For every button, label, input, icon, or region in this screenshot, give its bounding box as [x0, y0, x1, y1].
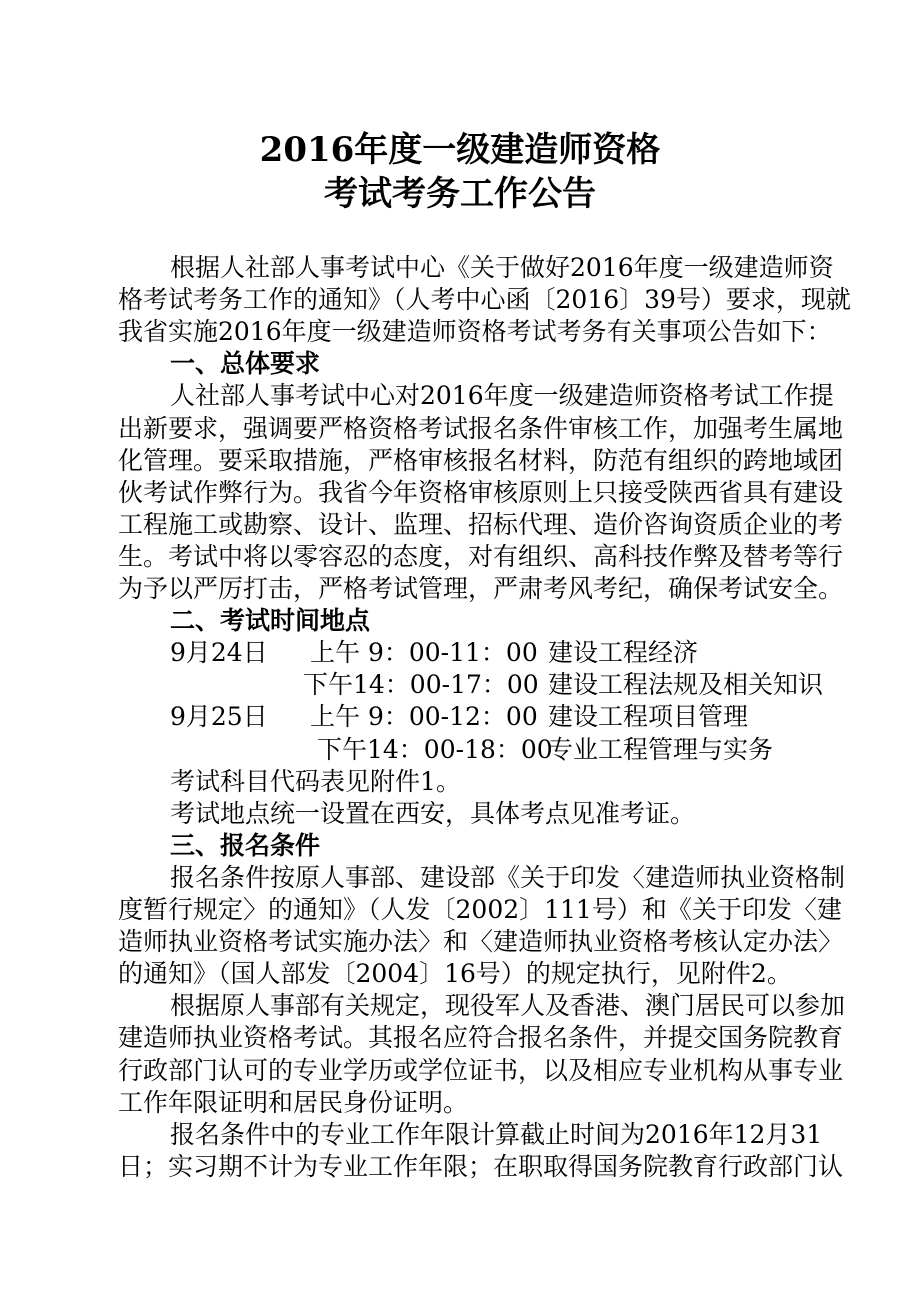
paragraph-line: 考试科目代码表见附件1。: [170, 766, 461, 796]
paragraph-line: 我省实施2016年度一级建造师资格考试考务有关事项公告如下：: [118, 317, 832, 347]
paragraph-line: 出新要求，强调要严格资格考试报名条件审核工作，加强考生属地: [118, 413, 844, 443]
paragraph-line: 考试地点统一设置在西安，具体考点见准考证。: [170, 798, 696, 828]
paragraph-line: 为予以严厉打击，严格考试管理，严肃考风考纪，确保考试安全。: [118, 574, 844, 603]
paragraph-line: 根据原人事部有关规定，现役军人及香港、澳门居民可以参加: [170, 991, 846, 1021]
document-title-line-2: 考试考务工作公告: [324, 174, 596, 214]
schedule-row: [118, 701, 822, 733]
exam-subject: 专业工程管理与实务: [548, 734, 774, 764]
paragraph-line: 格考试考务工作的通知》（人考中心函〔2016〕39号）要求，现就: [118, 285, 851, 315]
paragraph-line: 的通知》（国人部发〔2004〕16号）的规定执行，见附件2。: [118, 959, 792, 989]
paragraph-line: 工作年限证明和居民身份证明。: [118, 1087, 469, 1117]
paragraph-line: 生。考试中将以零容忍的态度，对有组织、高科技作弊及替考等行: [118, 541, 844, 571]
exam-time: 上午 9：00-12：00: [310, 702, 538, 732]
paragraph-line: 行政部门认可的专业学历或学位证书，以及相应专业机构从事专业: [118, 1055, 844, 1085]
exam-time: 上午 9：00-11：00: [310, 638, 538, 668]
paragraph-line: 度暂行规定〉的通知》（人发〔2002〕111号）和《关于印发〈建: [118, 895, 842, 924]
schedule-row: [118, 637, 822, 669]
paragraph-line: 报名条件按原人事部、建设部《关于印发〈建造师执业资格制: [170, 862, 846, 892]
paragraph-line: 工程施工或勘察、设计、监理、招标代理、造价咨询资质企业的考: [118, 509, 844, 539]
exam-date: 9月25日: [170, 702, 268, 732]
exam-time: 下午14：00-17：00: [303, 670, 539, 700]
exam-subject: 建设工程法规及相关知识: [548, 670, 824, 700]
paragraph-line: 根据人社部人事考试中心《关于做好2016年度一级建造师资: [170, 253, 834, 282]
paragraph-line: 化管理。要采取措施，严格审核报名材料，防范有组织的跨地域团: [118, 445, 844, 475]
paragraph-line: 建造师执业资格考试。其报名应符合报名条件，并提交国务院教育: [118, 1023, 844, 1053]
section-heading: 三、报名条件: [170, 830, 321, 860]
paragraph-line: 伙考试作弊行为。我省今年资格审核原则上只接受陕西省具有建设: [118, 477, 844, 507]
exam-subject: 建设工程项目管理: [548, 702, 749, 732]
paragraph-line: 人社部人事考试中心对2016年度一级建造师资格考试工作提: [170, 381, 834, 411]
document-title-line-1: 2016年度一级建造师资格: [259, 130, 661, 170]
exam-subject: 建设工程经济: [548, 638, 699, 668]
schedule-row: [118, 734, 822, 766]
schedule-row: [118, 669, 822, 701]
paragraph-line: 报名条件中的专业工作年限计算截止时间为2016年12月31: [170, 1119, 823, 1149]
section-heading: 一、总体要求: [170, 349, 321, 379]
paragraph-line: 造师执业资格考试实施办法〉和〈建造师执业资格考核认定办法〉: [118, 927, 844, 957]
section-heading: 二、考试时间地点: [170, 606, 371, 636]
exam-date: 9月24日: [170, 638, 268, 668]
exam-time: 下午14：00-18：00: [317, 734, 553, 764]
paragraph-line: 日；实习期不计为专业工作年限；在职取得国务院教育行政部门认: [118, 1151, 844, 1181]
